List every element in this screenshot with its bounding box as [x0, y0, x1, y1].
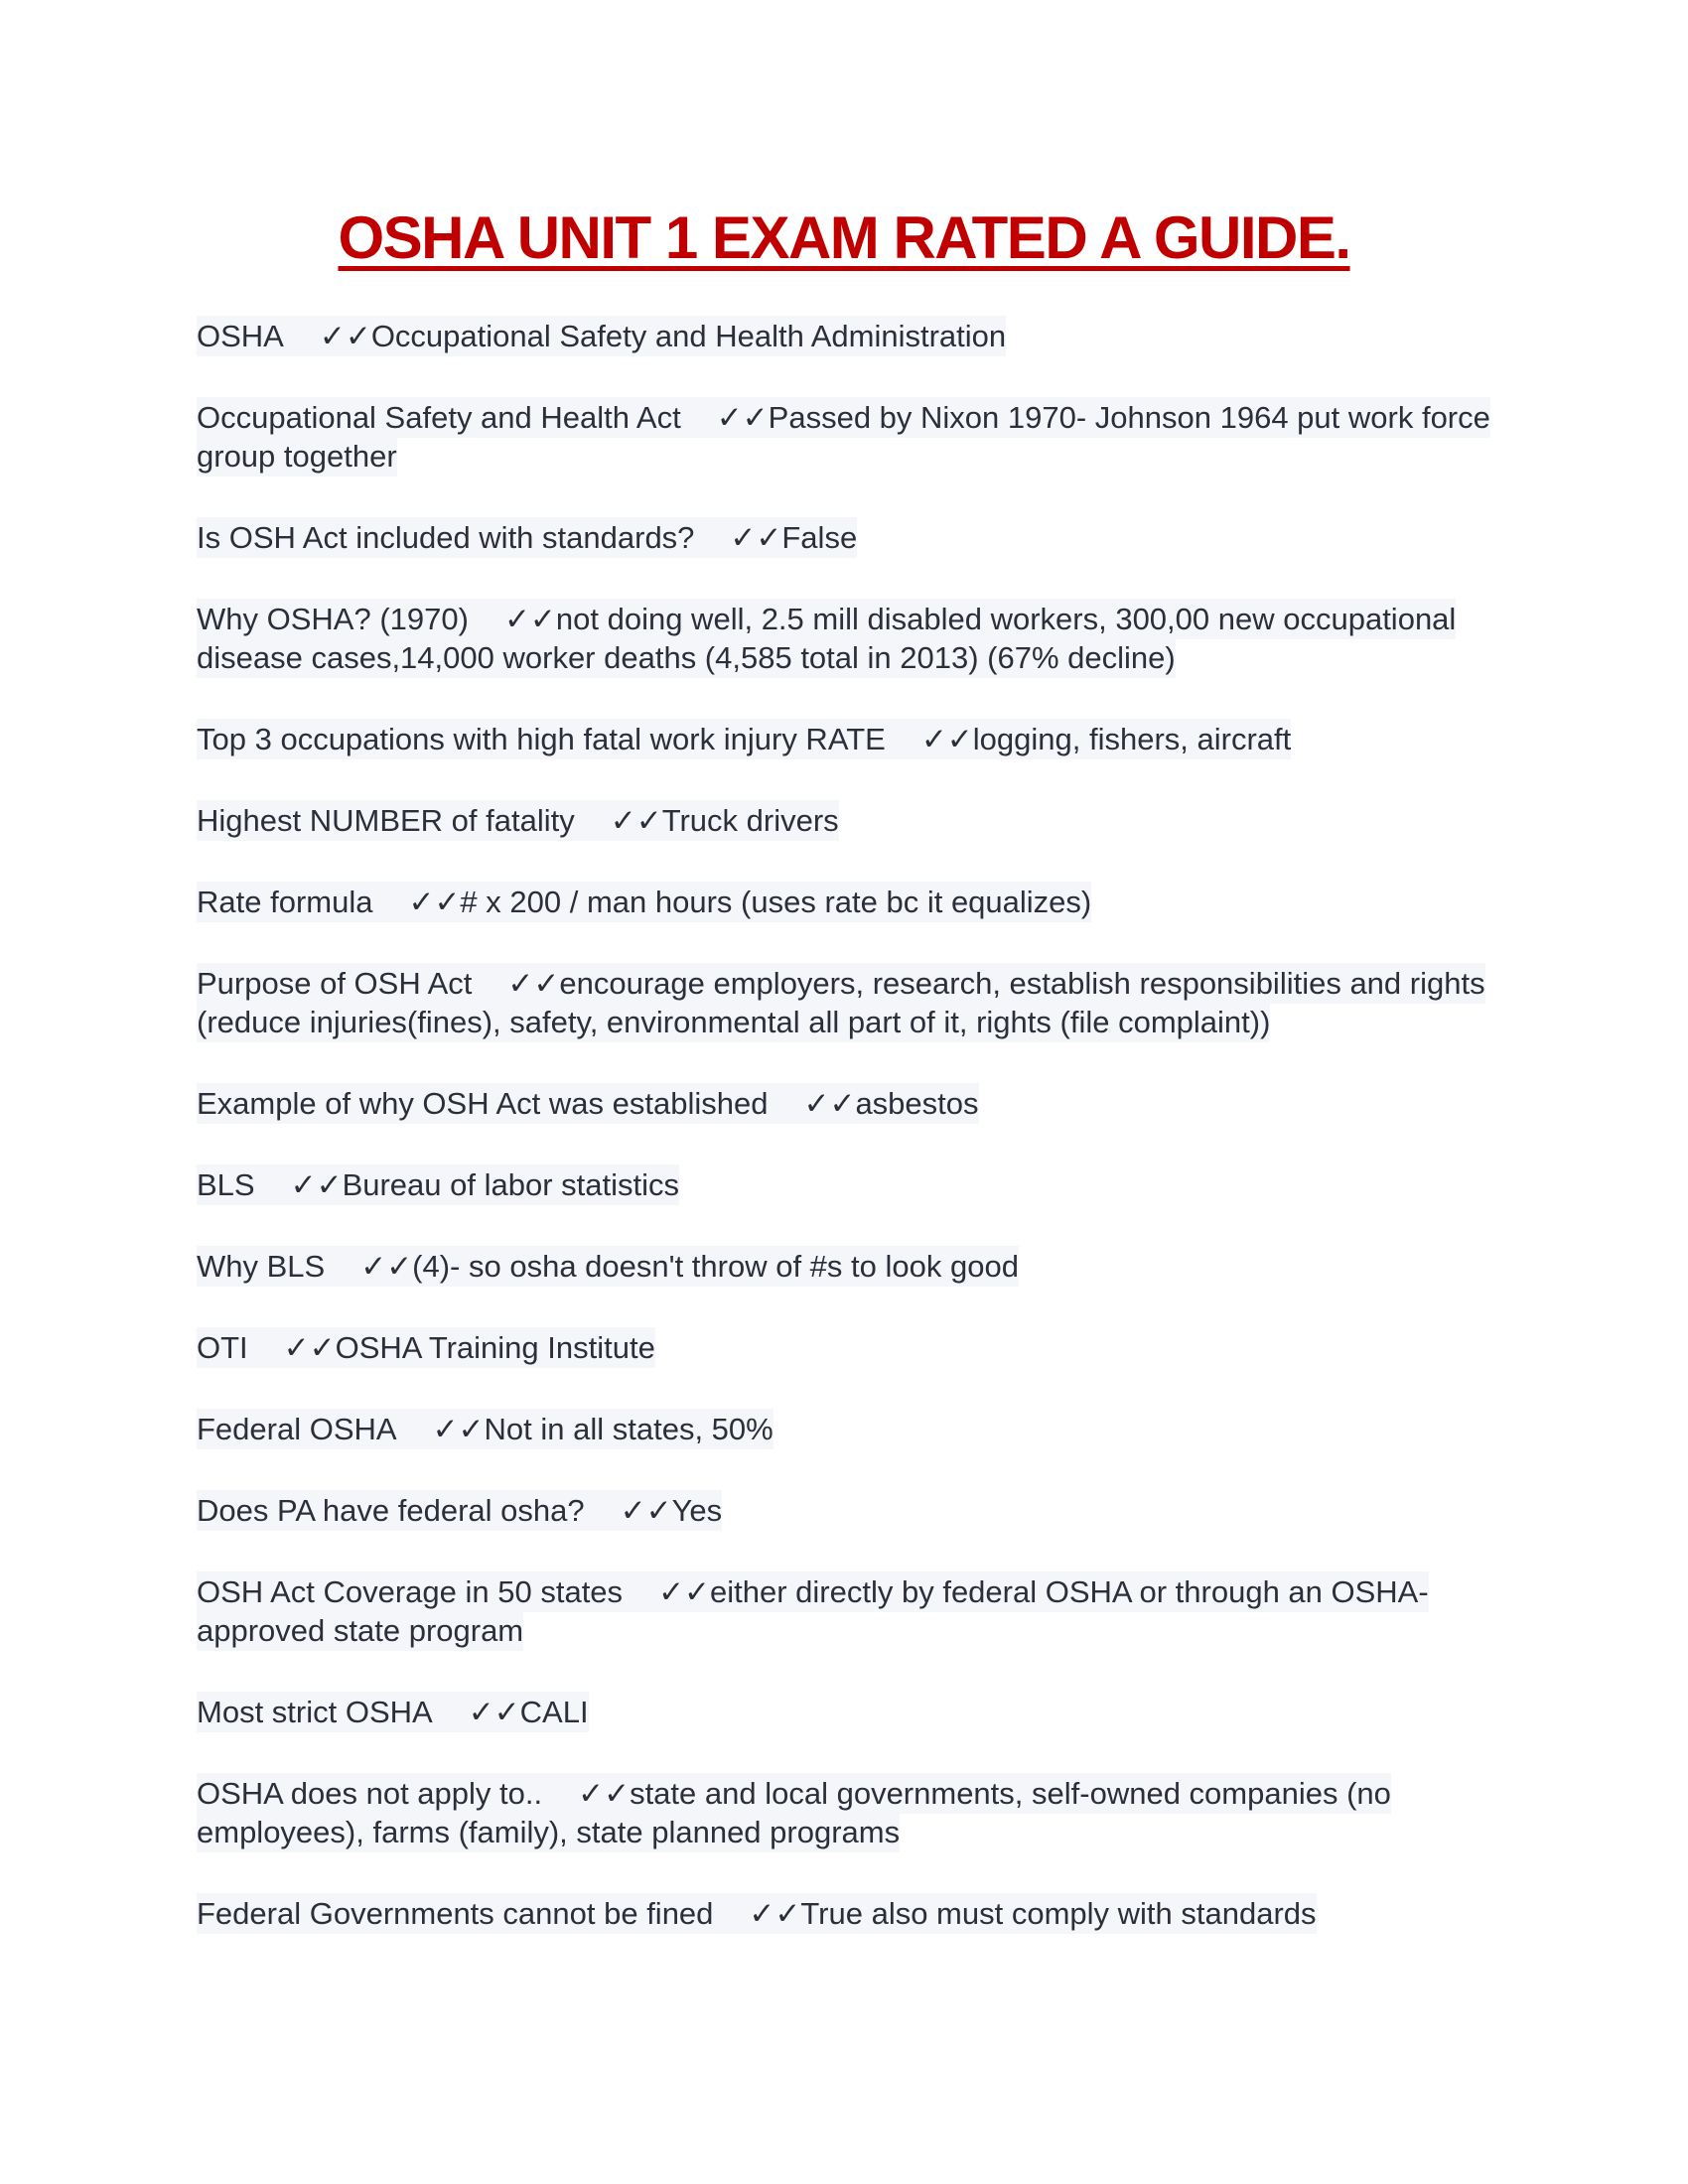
question-text: OSHA does not apply to..: [197, 1776, 543, 1811]
highlighted-text: [197, 599, 1456, 678]
double-check-icon: ✓✓: [658, 1574, 711, 1609]
answer-text: True also must comply with standards: [800, 1896, 1317, 1931]
highlighted-text: [197, 1327, 655, 1368]
flashcard-item: [197, 398, 1497, 476]
question-text: Rate formula: [197, 885, 373, 919]
answer-text: encourage employers, research, establish responsibilities and rights (reduce injuries(fines), safety, environmental all part of it, rights (file complaint)): [197, 966, 1485, 1039]
highlighted-text: [197, 517, 857, 558]
flashcard-item: [197, 1894, 1497, 1933]
question-text: Does PA have federal osha?: [197, 1493, 585, 1528]
double-check-icon: ✓✓: [803, 1086, 856, 1121]
highlighted-text: [197, 1409, 774, 1449]
flashcard-item: [197, 1491, 1497, 1530]
flashcard-item: [197, 1328, 1497, 1367]
highlighted-text: [197, 1773, 1391, 1852]
answer-text: (4)- so osha doesn't throw of #s to look good: [412, 1249, 1019, 1284]
flashcard-item: [197, 964, 1497, 1041]
double-check-icon: ✓✓: [749, 1896, 801, 1931]
double-check-icon: ✓✓: [920, 722, 973, 756]
answer-text: state and local governments, self-owned companies (no employees), farms (family), state planned programs: [197, 1776, 1391, 1849]
flashcard-item: [197, 883, 1497, 921]
highlighted-text: [197, 1083, 979, 1124]
highlighted-text: [197, 1490, 722, 1531]
flashcard-item: [197, 518, 1497, 557]
double-check-icon: ✓✓: [408, 885, 461, 919]
answer-text: CALI: [519, 1695, 589, 1729]
highlighted-text: [197, 316, 1006, 356]
question-text: Why OSHA? (1970): [197, 602, 469, 636]
flashcard-item: [197, 1165, 1497, 1204]
flashcard-list: [197, 317, 1497, 1976]
flashcard-item: [197, 801, 1497, 840]
double-check-icon: ✓✓: [290, 1167, 343, 1202]
double-check-icon: ✓✓: [620, 1493, 672, 1528]
double-check-icon: ✓✓: [468, 1695, 520, 1729]
question-text: Highest NUMBER of fatality: [197, 803, 575, 838]
flashcard-item: [197, 600, 1497, 677]
double-check-icon: ✓✓: [432, 1412, 485, 1446]
double-check-icon: ✓✓: [578, 1776, 631, 1811]
highlighted-text: [197, 719, 1291, 759]
highlighted-text: [197, 1893, 1317, 1934]
question-text: Occupational Safety and Health Act: [197, 400, 681, 435]
double-check-icon: ✓✓: [730, 520, 782, 555]
question-text: BLS: [197, 1167, 255, 1202]
answer-text: Truck drivers: [661, 803, 839, 838]
question-text: Most strict OSHA: [197, 1695, 433, 1729]
answer-text: False: [781, 520, 858, 555]
highlighted-text: [197, 1246, 1019, 1287]
answer-text: Passed by Nixon 1970- Johnson 1964 put work force group together: [197, 400, 1490, 474]
answer-text: Bureau of labor statistics: [342, 1167, 680, 1202]
flashcard-item: [197, 1084, 1497, 1123]
highlighted-text: [197, 1692, 589, 1732]
double-check-icon: ✓✓: [503, 602, 556, 636]
question-text: OSHA: [197, 319, 284, 353]
answer-text: Occupational Safety and Health Administration: [370, 319, 1007, 353]
highlighted-text: [197, 397, 1490, 477]
question-text: Is OSH Act included with standards?: [197, 520, 695, 555]
answer-text: asbestos: [855, 1086, 979, 1121]
question-text: Top 3 occupations with high fatal work injury RATE: [197, 722, 886, 756]
question-text: OSH Act Coverage in 50 states: [197, 1574, 624, 1609]
answer-text: Not in all states, 50%: [484, 1412, 774, 1446]
question-text: OTI: [197, 1330, 248, 1365]
highlighted-text: [197, 882, 1091, 922]
flashcard-item: [197, 317, 1497, 355]
answer-text: # x 200 / man hours (uses rate bc it equalizes): [460, 885, 1092, 919]
answer-text: not doing well, 2.5 mill disabled workers, 300,00 new occupational disease cases,14,000 worker deaths (4,585 total in 2013) (67% decline): [197, 602, 1457, 675]
double-check-icon: ✓✓: [716, 400, 769, 435]
double-check-icon: ✓✓: [360, 1249, 413, 1284]
answer-text: logging, fishers, aircraft: [972, 722, 1292, 756]
double-check-icon: ✓✓: [507, 966, 560, 1001]
highlighted-text: [197, 1164, 679, 1205]
question-text: Purpose of OSH Act: [197, 966, 473, 1001]
question-text: Federal OSHA: [197, 1412, 397, 1446]
double-check-icon: ✓✓: [283, 1330, 336, 1365]
flashcard-item: [197, 1774, 1497, 1851]
answer-text: Yes: [671, 1493, 723, 1528]
question-text: Why BLS: [197, 1249, 326, 1284]
page-title: [0, 204, 1688, 272]
highlighted-text: [197, 963, 1485, 1042]
answer-text: either directly by federal OSHA or through an OSHA-approved state program: [197, 1574, 1429, 1648]
flashcard-item: [197, 720, 1497, 758]
double-check-icon: ✓✓: [319, 319, 371, 353]
question-text: Federal Governments cannot be fined: [197, 1896, 714, 1931]
flashcard-item: [197, 1410, 1497, 1448]
question-text: Example of why OSH Act was established: [197, 1086, 769, 1121]
flashcard-item: [197, 1572, 1497, 1650]
highlighted-text: [197, 800, 839, 841]
flashcard-item: [197, 1693, 1497, 1731]
title-text: OSHA UNIT 1 EXAM RATED A GUIDE.: [338, 205, 1350, 271]
flashcard-item: [197, 1247, 1497, 1286]
highlighted-text: [197, 1571, 1429, 1651]
double-check-icon: ✓✓: [610, 803, 662, 838]
answer-text: OSHA Training Institute: [335, 1330, 655, 1365]
